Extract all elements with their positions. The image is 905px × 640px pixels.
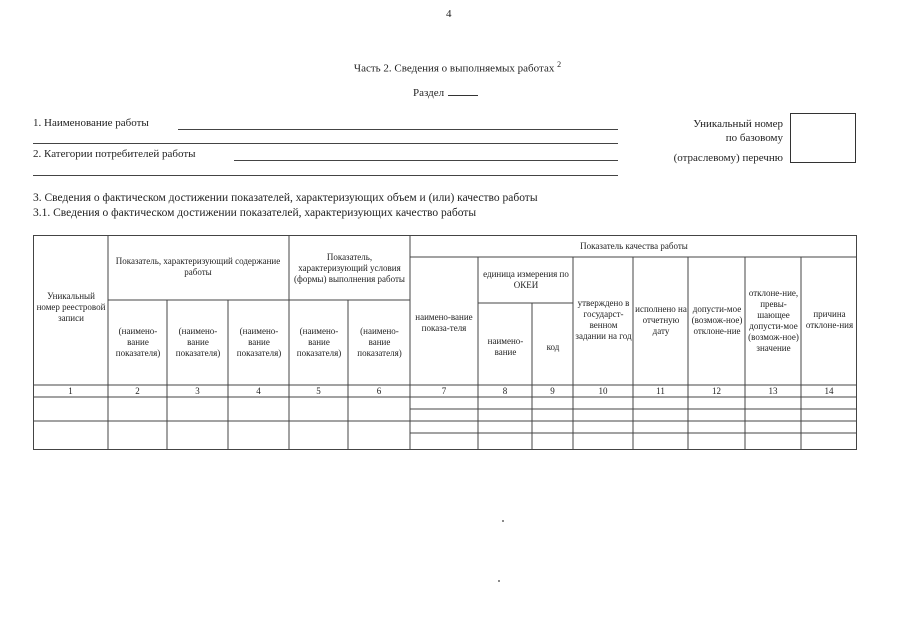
col-number-5: 5 (316, 385, 321, 396)
header-unit: единица измерения по ОКЕИ (483, 269, 569, 290)
sub-col-4: (наимено-вание показателя) (236, 325, 282, 358)
header-allowed: допусти-мое (возмож-ное) отклоне-ние (691, 303, 743, 336)
scan-speck (498, 580, 500, 582)
header-unit-name: наимено-вание (487, 336, 524, 357)
sub-col-5: (наимено-вание показателя) (296, 325, 342, 358)
header-conditions: Показатель, характеризующий условия (формы) выполнения работы (294, 251, 405, 284)
col-number-11: 11 (656, 385, 665, 396)
col-number-9: 9 (550, 385, 555, 396)
work-name-underline (33, 143, 618, 144)
consumers-label: 2. Категории потребителей работы (33, 148, 196, 160)
header-executed: исполнено на отчетную дату (635, 303, 687, 336)
col-number-13: 13 (768, 385, 778, 396)
unique-number-box[interactable] (790, 113, 856, 163)
col-number-12: 12 (712, 385, 721, 396)
col-number-6: 6 (376, 385, 382, 396)
section-3-heading: 3. Сведения о фактическом достижении показателей, характеризующих объем и (или) качество работы (33, 192, 538, 204)
header-content: Показатель, характеризующий содержание работы (115, 256, 281, 277)
sub-col-6: (наимено-вание показателя) (357, 325, 402, 358)
col-number-7: 7 (441, 385, 447, 396)
page-title (0, 60, 905, 75)
section-3-1-heading: 3.1. Сведения о фактическом достижении показателей, характеризующих качество работы (33, 207, 477, 219)
section-label: Раздел (413, 87, 445, 99)
title-footnote: 2 (557, 60, 562, 69)
header-quality: Показатель качества работы (580, 241, 688, 251)
scan-speck (502, 520, 504, 522)
header-approved: утверждено в государст-венном задании на год (575, 298, 632, 341)
unique-number-caption-3: (отраслевому) перечню (673, 152, 783, 164)
work-name-field[interactable] (178, 129, 618, 130)
section-line (413, 86, 478, 99)
consumers-underline (33, 175, 618, 176)
quality-table (33, 235, 857, 450)
header-indicator-name: наимено-вание показа-теля (415, 311, 473, 333)
page-number: 4 (446, 8, 452, 20)
header-unit-code: код (546, 342, 560, 352)
col-number-2: 2 (135, 385, 140, 396)
sub-col-2: (наимено-вание показателя) (115, 325, 161, 358)
col-number-10: 10 (598, 385, 608, 396)
col-number-1: 1 (68, 385, 73, 396)
page-title-text: Часть 2. Сведения о выполняемых работах (353, 62, 555, 75)
col-number-14: 14 (824, 385, 834, 396)
header-reason: причина отклоне-ния (805, 309, 854, 330)
col-number-3: 3 (195, 385, 200, 396)
header-unique-number: Уникальный номер реестровой записи (36, 291, 106, 323)
col-number-8: 8 (502, 385, 508, 396)
unique-number-caption-2: по базовому (725, 132, 783, 144)
unique-number-caption-1: Уникальный номер (693, 118, 783, 130)
consumers-field[interactable] (234, 160, 618, 161)
header-exceeding: отклоне-ние, превы-шающее допусти-мое (возмож-ное) значение (748, 288, 799, 353)
work-name-label: 1. Наименование работы (33, 117, 149, 129)
sub-col-3: (наимено-вание показателя) (175, 325, 221, 358)
col-number-4: 4 (256, 385, 261, 396)
section-number-field[interactable] (448, 86, 478, 96)
